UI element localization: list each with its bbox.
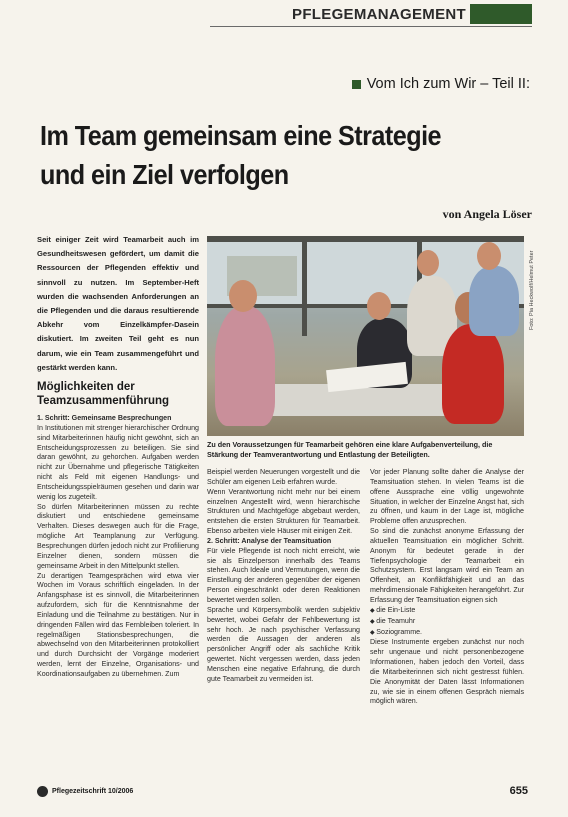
team-meeting-photo [207,236,524,436]
journal-logo-icon [37,786,48,797]
list-item: ◆ Soziogramme. [370,628,524,639]
photo-head [477,242,501,270]
byline: von Angela Löser [442,207,532,221]
photo-credit: Foto: Pia Heckwolf/Helmut Peter [529,250,535,330]
photo-head [417,250,439,276]
rubric-rule [210,26,532,27]
instrument-list [370,606,524,639]
section-heading-line-1: Möglichkeiten der [37,381,135,393]
paragraph: In Institutionen mit strenger hierarchischer Ordnung sind Mitarbeiterinnen häufig nicht gewöhnt, sich an Entscheidungsprozessen zu beteiligen. Sie sind daran gewöhnt, zu gehorchen. Aufgaben werden nicht zur Übernahme und pflegerische Tätigkeiten nicht als Feld mit eigenen Handlungs- und Entscheidungsspielräumen gesehen und darin war wenig los zugeteilt. [37,423,199,501]
section-heading [37,380,199,408]
paragraph: Diese Instrumente ergeben zunächst nur noch sehr ungenaue und nicht personenbezogene Informationen, haben jedoch den Vorteil, dass die Mitarbeiterinnen sich nicht gestresst fühlen. Die Anonymität der Daten lässt Informationen zu, wie sie in einem offenen Gespräch niemals möglich wären. [370,638,524,706]
headline-line-2: und ein Ziel verfolgen [40,159,289,190]
photo-caption: Zu den Voraussetzungen für Teamarbeit gehören eine klare Aufgabenverteilung, die Stärkung der Teamverantwortung und Entlastung der Beteiligten. [207,440,493,459]
photo-head [229,280,257,312]
intro-paragraph: Seit einiger Zeit wird Teamarbeit auch im Gesundheitswesen gefördert, um damit die Ressourcen der Pflegenden effektiv und sinnvoll zu nutzen. Im September-Heft wurden die wachsenden Anforderungen an die Pflegenden und die daraus resultierende Abkehr vom Einzelkämpfer-Dasein diskutiert. Im zweiten Teil geht es nun darum, wie ein Team zusammengeführt und gestärkt werden kann. [37,235,199,372]
section-rubric [292,4,532,24]
headline-line-1: Im Team gemeinsam eine Strategie [40,120,442,151]
paragraph: Für viele Pflegende ist noch nicht erreicht, wie sie als Einzelperson innerhalb des Teams stehen. Auch Ideale und Vermutungen, wenn die Einstellung der anderen gegenüber der eigenen Person eingeschränkt oder deren Reaktionen bewertet werden sollen. [207,546,360,604]
kicker-text: Vom Ich zum Wir – Teil II: [366,76,530,92]
photo-window-frame [207,236,524,242]
paragraph: So dürfen Mitarbeiterinnen müssen zu rechte diskutiert und entschiedene gemeinsame Verhalten. Dieses deswegen auch für die Frage, mögliche Art Teamplanung zur Verfügung. Besprechungen dürfen jedoch nicht zur Profilierung Einzelner dienen, sondern müssen die gemeinsame Arbeit in den Mittelpunkt stellen. [37,502,199,570]
page-number: 655 [509,785,528,797]
paragraph: Zu derartigen Teamgesprächen wird etwa vier Wochen im Voraus schriftlich eingeladen. In der Anfangsphase ist es sinnvoll, die Mitarbeiterinnen aufzufordern, sich für die Kenntnisnahme der Einladung und die Teilnahme zu bestätigen. Nur in dringenden Fällen wird das Fernbleiben toleriert. In regelmäßigen Stationsbesprechungen, die abwechselnd von den Mitarbeiterinnen protokolliert und durch Durchsicht der Vorgänge moderiert werden, lernt der Einzelne, Organisations- und Koordinationsaufgaben zu übernehmen. Zum [37,571,199,678]
headline [40,116,481,194]
paragraph: Wenn Verantwortung nicht mehr nur bei einem einzelnen Angestellt wird, wenn hierarchische Strukturen und Machtgefüge abgebaut werden, entstehen die ersten Strukturen für Teamarbeit. Ebenso arbeiten viele Häuser mit einigen Zeit. [207,487,360,536]
text-column-3 [370,468,524,707]
photo-head [367,292,391,320]
square-bullet-icon [352,80,361,89]
journal-name: Pflegezeitschrift 10/2006 [52,787,134,795]
photo-person [215,306,275,426]
paragraph: So sind die zunächst anonyme Erfassung der aktuellen Teamsituation ein möglicher Schritt. Anonym für bedeutet gerade in der Tiefenpsychologie der Teamarbeit ein Schutzsystem. Erst langsam wird ein Team an Offenheit, an Konfliktfähigkeit und an das mehrdimensionale Fähigkeiten herangeführt. Zur Erfassung der Teamsituation eignen sich [370,527,524,604]
footer-journal [37,786,133,797]
text-column-1 [37,414,199,680]
photo-person [442,324,504,424]
list-item: ◆ die Teamuhr [370,617,524,628]
photo-window-frame [302,236,307,336]
text-column-2 [207,468,360,685]
rubric-color-bar [470,4,532,24]
step-1-heading: 1. Schritt: Gemeinsame Besprechungen [37,414,172,422]
paragraph: Sprache und Körpersymbolik werden subjektiv bewertet, wobei Gefahr der Fehlbewertung ist sehr hoch. Je nach psychischer Verfassung werden die Aussagen der anderen als persönlicher Angriff oder als sachliche Kritik gewertet. Nicht vergessen werden, dass jeden Menschen eine negative Erfahrung, die durch gute Teamarbeit zu vermeiden ist. [207,605,360,683]
step-2-heading: 2. Schritt: Analyse der Teamsituation [207,536,332,545]
page-footer [37,784,528,798]
paragraph: Beispiel werden Neuerungen vorgestellt und die Schüler am eigenen Leib erfahren wurde. [207,468,360,486]
rubric-label: PFLEGEMANAGEMENT [292,5,466,23]
photo-person [469,266,519,336]
section-heading-line-2: Teamzusammenführung [37,395,170,407]
list-item: ◆ die Ein-Liste [370,606,524,617]
kicker [352,76,530,92]
paragraph: Vor jeder Planung sollte daher die Analyse der Teamsituation stehen. In vielen Teams ist die offene Aussprache eine völlig ungewohnte Situation, in welcher der Einzelne Angst hat, sich zu öffnen, und kaum in der Lage ist, mögliche Probleme offen anzusprechen. [370,468,524,526]
